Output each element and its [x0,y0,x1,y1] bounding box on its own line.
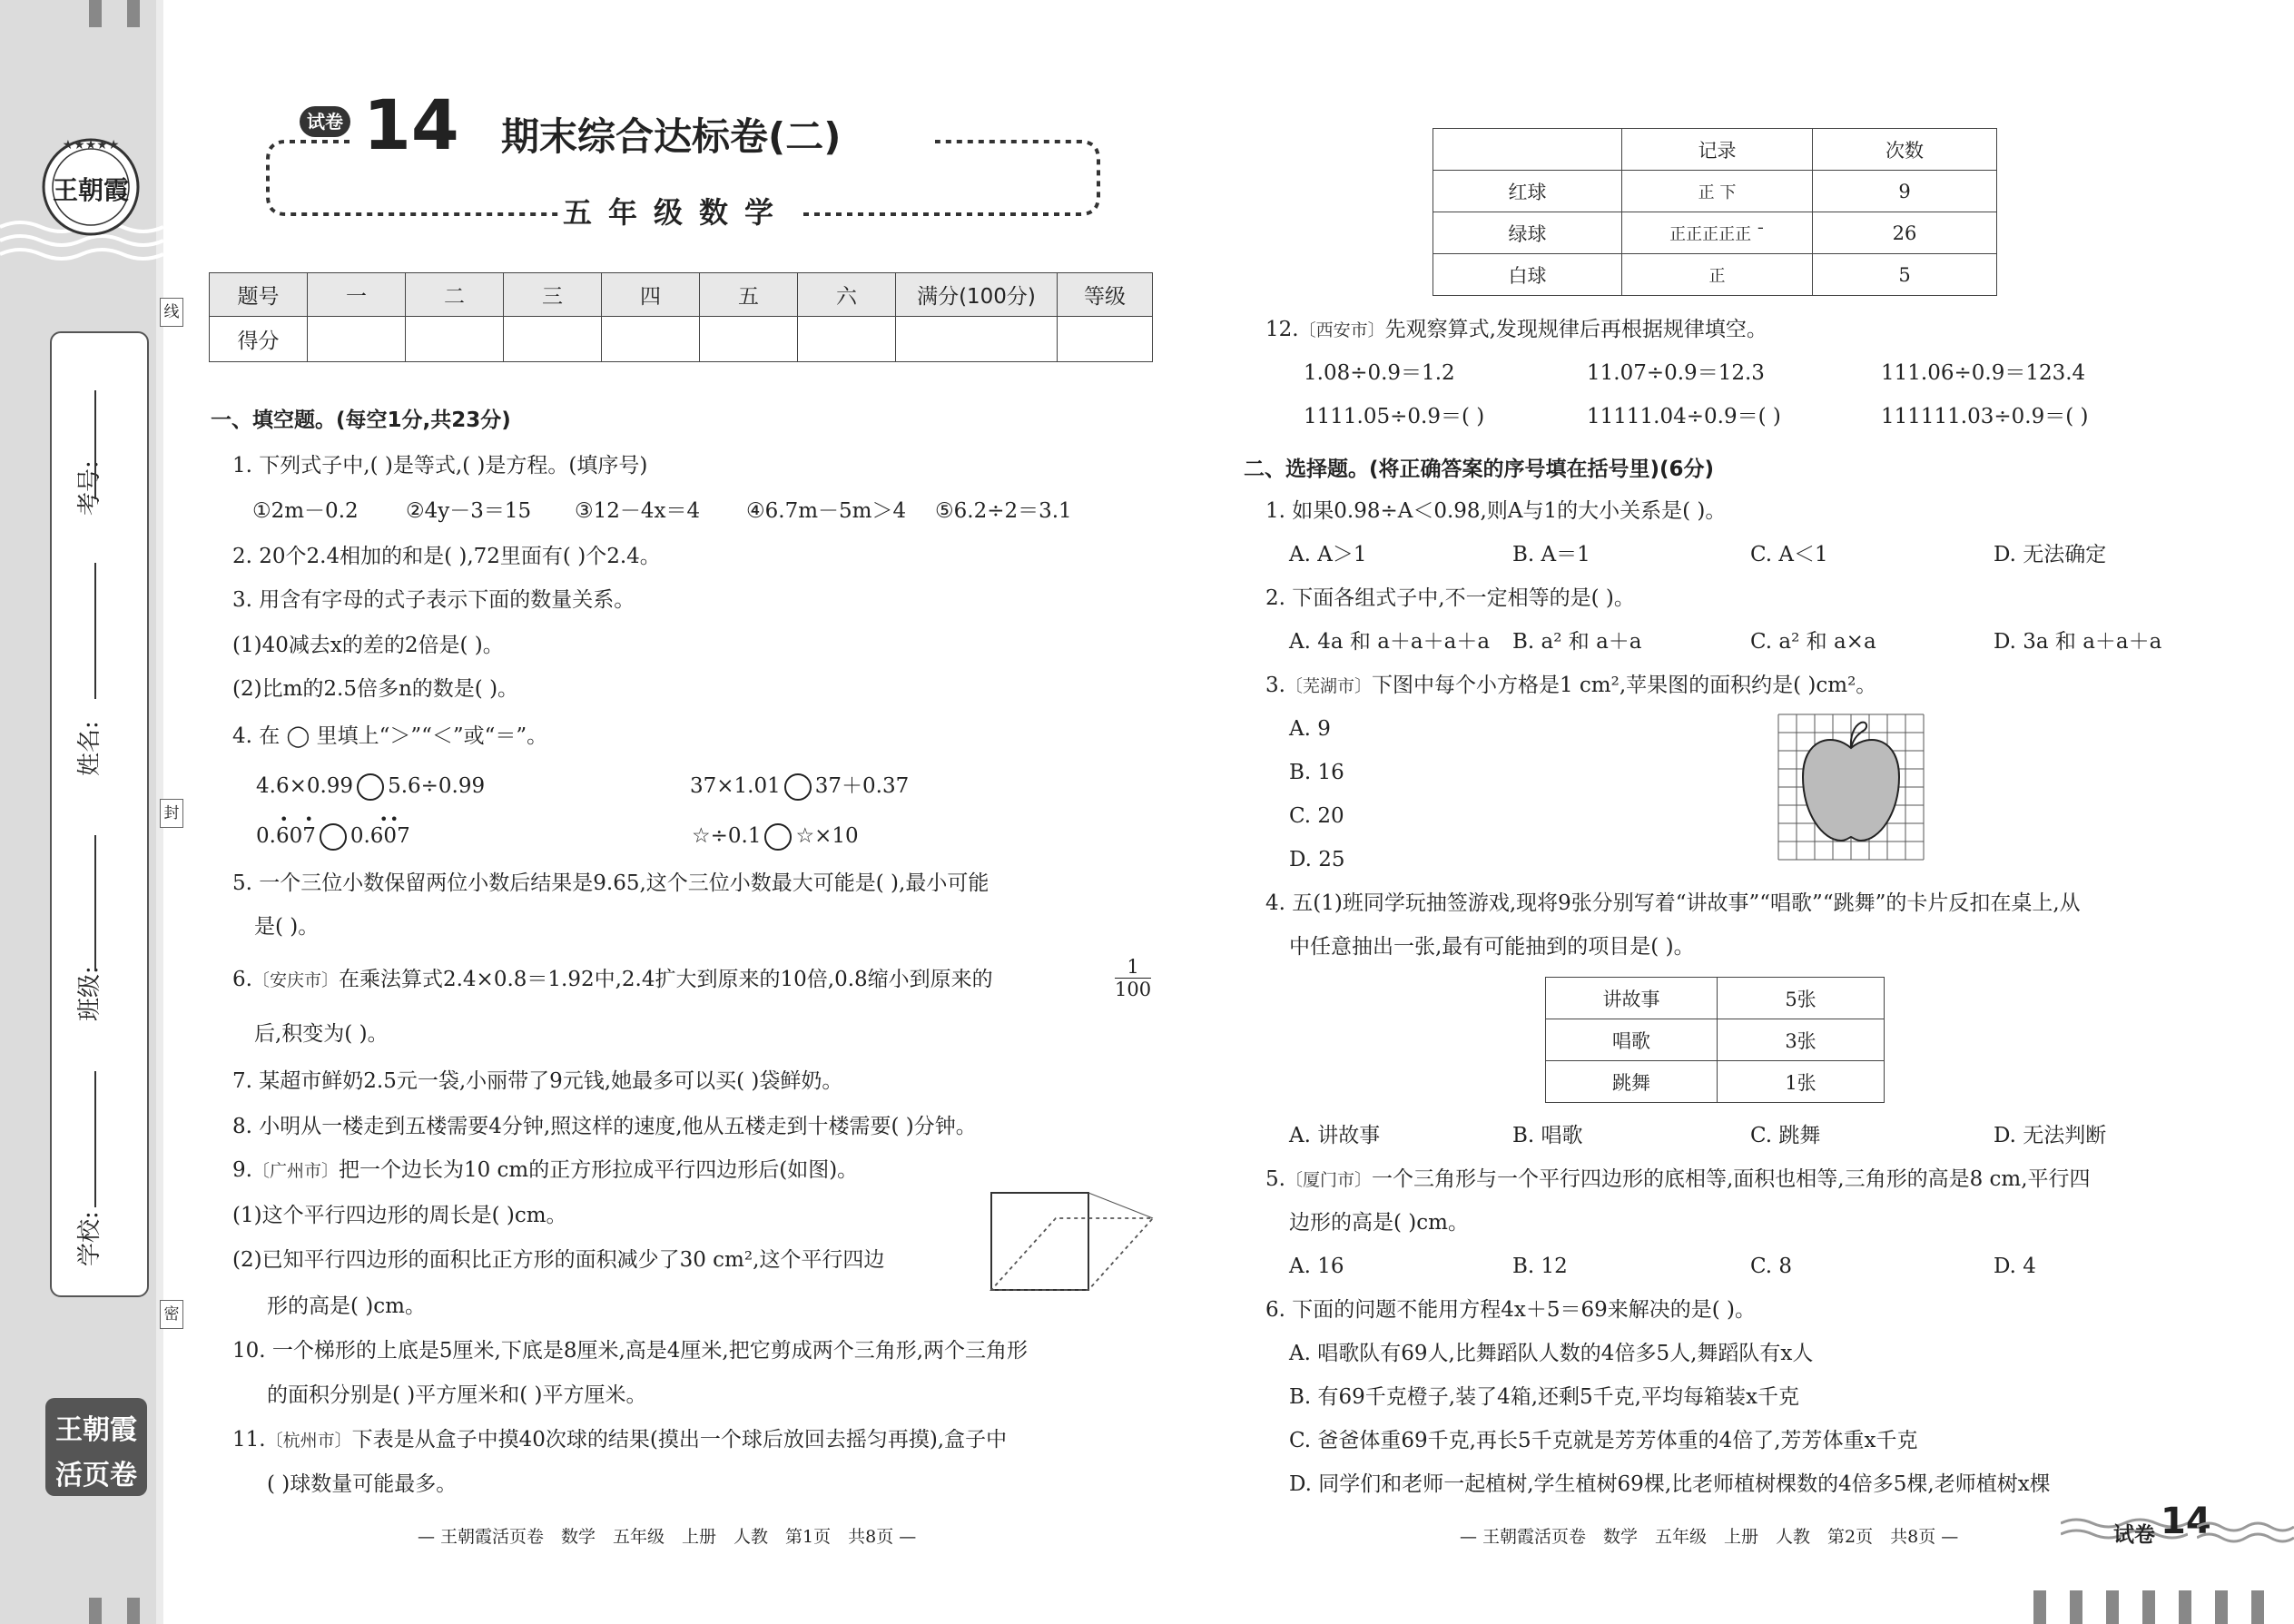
s2-q5-C: C. 8 [1750,1255,1793,1278]
paper-badge: 试卷 [300,106,350,137]
name-label: 姓名: [76,721,103,776]
score-table [209,272,1153,362]
repeat-dots-left: •• [280,811,330,828]
s1-q8: 8. 小明从一楼走到五楼需要4分钟,照这样的速度,他从五楼走到十楼需要( )分钟。 [232,1115,977,1138]
s2-q5-line1: 5.〔厦门市〕一个三角形与一个平行四边形的底相等,面积也相等,三角形的高是8 cm,平行四 [1265,1167,2091,1191]
s2-q5-D: D. 4 [1994,1255,2036,1278]
ball-header-1: 记录 [1622,129,1813,171]
score-cell[interactable] [798,317,896,362]
score-col-2: 二 [406,273,504,317]
s1-q1-opt3: ③12－4x＝4 [575,499,701,523]
s2-q3-C: C. 20 [1289,804,1344,828]
school-label: 学校: [76,1211,103,1266]
q12-city: 〔西安市〕 [1298,320,1385,340]
binding-char-line: 线 [160,298,183,327]
s2-q5-text: 一个三角形与一个平行四边形的底相等,面积也相等,三角形的高是8 cm,平行四 [1371,1167,2091,1191]
s2-q1: 1. 如果0.98÷A＜0.98,则A与1的大小关系是( )。 [1265,499,1727,523]
bottom-bar-1 [89,1598,102,1624]
score-col-3: 三 [504,273,602,317]
s2-q1-B: B. A＝1 [1512,543,1590,566]
s2-q1-C: C. A＜1 [1750,543,1828,566]
ball-red-record: 正 下 [1622,171,1813,212]
s2-q3: 3.〔芜湖市〕下图中每个小方格是1 cm²,苹果图的面积约是( )cm²。 [1265,674,1877,697]
s1-q11-line2: ( )球数量可能最多。 [267,1472,458,1496]
q4-d-left: ☆÷0.1 [692,824,762,848]
s2-q3-text: 下图中每个小方格是1 cm²,苹果图的面积约是( )cm²。 [1371,674,1877,697]
compare-circle[interactable] [784,773,812,801]
page-subtitle: 五年级数学 [563,195,791,230]
ball-header-0 [1433,129,1622,171]
q12-r1-c1: 1.08÷0.9＝1.2 [1304,361,1455,385]
card-dance-label: 跳舞 [1546,1061,1718,1103]
page-title: 期末综合达标卷(二) [501,114,842,159]
q12-r1-c2: 11.07÷0.9＝12.3 [1587,361,1765,385]
q12-header: 12.〔西安市〕先观察算式,发现规律后再根据规律填空。 [1265,318,1767,341]
s2-q6-C: C. 爸爸体重69千克,再长5千克就是芳芳体重的4倍了,芳芳体重x千克 [1289,1429,1918,1452]
score-col-5: 五 [700,273,798,317]
s2-q4-C: C. 跳舞 [1750,1124,1821,1147]
q12-r1-c3: 111.06÷0.9＝123.4 [1881,361,2086,385]
s2-q1-A: A. A＞1 [1289,543,1367,566]
q9-text: 把一个边长为10 cm的正方形拉成平行四边形后(如图)。 [338,1158,859,1182]
score-col-6: 六 [798,273,896,317]
q12-r2-c3: 111111.03÷0.9＝( ) [1881,405,2089,428]
score-cell[interactable] [308,317,406,362]
score-cell[interactable] [1058,317,1153,362]
q6-fraction [1115,956,1151,1000]
s1-q9-1: (1)这个平行四边形的周长是( )cm。 [232,1204,567,1227]
s2-q2-A: A. 4a 和 a＋a＋a＋a [1289,630,1491,654]
q12-text: 先观察算式,发现规律后再根据规律填空。 [1384,318,1767,341]
card-sing-label: 唱歌 [1546,1019,1718,1061]
s1-q4-b [690,773,909,801]
s2-q4-A: A. 讲故事 [1289,1124,1381,1147]
s1-q7: 7. 某超市鲜奶2.5元一袋,小丽带了9元钱,她最多可以买( )袋鲜奶。 [232,1069,843,1093]
s1-q3: 3. 用含有字母的式子表示下面的数量关系。 [232,588,635,612]
brand-seal-text: 王朝霞 [52,175,129,205]
s1-q4-a [256,773,485,801]
s2-q5-B: B. 12 [1512,1255,1568,1278]
bottom-bar-2 [127,1598,140,1624]
score-cell[interactable] [504,317,602,362]
q4-d-right: ☆×10 [795,824,859,848]
score-cell[interactable] [406,317,504,362]
s2-q4-line2: 中任意抽出一张,最有可能抽到的项目是( )。 [1289,935,1695,959]
s2-q2-C: C. a² 和 a×a [1750,630,1876,654]
br-bar-5 [2179,1590,2191,1624]
score-col-full: 满分(100分) [896,273,1058,317]
q6-text: 在乘法算式2.4×0.8＝1.92中,2.4扩大到原来的10倍,0.8缩小到原来的 [338,968,993,991]
s1-q9-2-line1: (2)已知平行四边形的面积比正方形的面积减少了30 cm²,这个平行四边 [232,1248,885,1272]
q4-c-right: 0.607 [350,824,410,848]
binding-char-tight: 密 [160,1300,183,1329]
ball-green-count: 26 [1813,212,1997,254]
footer-badge-number: 14 [2161,1501,2211,1542]
section2-heading: 二、选择题。(将正确答案的序号填在括号里)(6分) [1244,458,1715,481]
card-story-label: 讲故事 [1546,978,1718,1019]
compare-circle[interactable] [764,823,792,851]
ball-red-count: 9 [1813,171,1997,212]
compare-circle[interactable] [357,773,384,801]
footer-wave-right [2197,1516,2294,1552]
s2-q4-B: B. 唱歌 [1512,1124,1583,1147]
score-col-grade: 等级 [1058,273,1153,317]
q12-r2-c2: 11111.04÷0.9＝( ) [1587,405,1781,428]
apple-grid-figure [1777,714,1925,861]
s1-q1-opt4: ④6.7m－5m＞4 [746,499,907,523]
q4-a-left: 4.6×0.99 [256,774,354,798]
s2-q6: 6. 下面的问题不能用方程4x＋5＝69来解决的是( )。 [1265,1298,1757,1322]
exam-number-line[interactable] [94,390,96,499]
repeat-dots-right: •• [379,811,400,828]
ball-white-count: 5 [1813,254,1997,296]
s2-q2-D: D. 3a 和 a＋a＋a [1994,630,2162,654]
card-dance-count: 1张 [1718,1061,1885,1103]
brand-bottom-line1: 王朝霞 [55,1414,137,1446]
s1-q4: 4. 在 ◯ 里填上“＞”“＜”或“＝”。 [232,724,548,748]
q6-frac-num: 1 [1115,956,1151,979]
score-col-4: 四 [602,273,700,317]
brand-bottom-line2: 活页卷 [55,1460,137,1491]
s2-q3-D: D. 25 [1289,848,1345,871]
s2-q3-city: 〔芜湖市〕 [1285,676,1372,696]
q11-text: 下表是从盒子中摸40次球的结果(摸出一个球后放回去摇匀再摸),盒子中 [351,1428,1008,1452]
score-row-label: 得分 [210,317,308,362]
exam-number-label: 考号: [76,460,103,516]
school-line[interactable] [94,1071,96,1207]
s2-q5-A: A. 16 [1289,1255,1344,1278]
s2-q2: 2. 下面各组式子中,不一定相等的是( )。 [1265,586,1635,610]
brand-bottom-badge [45,1398,147,1496]
ball-green-label: 绿球 [1433,212,1622,254]
top-bar-1 [89,0,102,27]
class-label: 班级: [76,966,103,1021]
q6-city: 〔安庆市〕 [251,970,339,990]
br-bar-1 [2033,1590,2046,1624]
square-parallelogram-figure [988,1189,1160,1298]
s1-q6-line2: 后,积变为( )。 [254,1022,389,1046]
s2-q4-D: D. 无法判断 [1994,1124,2107,1147]
footer-badge-label: 试卷 [2113,1523,2155,1547]
q4-c-left: 0.607 [256,824,316,848]
s2-q1-D: D. 无法确定 [1994,543,2107,566]
s2-q5-line2: 边形的高是( )cm。 [1289,1211,1469,1235]
q4-a-right: 5.6÷0.99 [388,774,486,798]
s2-q3-A: A. 9 [1289,717,1331,741]
binding-char-seal: 封 [160,799,183,828]
s2-q3-B: B. 16 [1289,761,1344,784]
score-col-label: 题号 [210,273,308,317]
br-bar-4 [2142,1590,2155,1624]
s1-q5-line2: 是( )。 [254,915,320,939]
s2-q6-A: A. 唱歌队有69人,比舞蹈队人数的4倍多5人,舞蹈队有x人 [1289,1342,1814,1365]
s1-q3-1: (1)40减去x的差的2倍是( )。 [232,634,504,657]
card-story-count: 5张 [1718,978,1885,1019]
footer-right: — 王朝霞活页卷 数学 五年级 上册 人教 第2页 共8页 — [1460,1527,1959,1547]
s1-q10-line1: 10. 一个梯形的上底是5厘米,下底是8厘米,高是4厘米,把它剪成两个三角形,两个三角形 [232,1339,1029,1363]
s2-q6-D: D. 同学们和老师一起植树,学生植树69棵,比老师植树棵数的4倍多5棵,老师植树x棵 [1289,1472,2051,1496]
class-line[interactable] [94,835,96,971]
ball-green-record: 正正正正正 ˉ [1622,212,1813,254]
q4-b-left: 37×1.01 [690,774,781,798]
s1-q1-opt2: ②4y－3＝15 [406,499,532,523]
s1-q2: 2. 20个2.4相加的和是( ),72里面有( )个2.4。 [232,545,661,568]
s1-q3-2: (2)比m的2.5倍多n的数是( )。 [232,677,519,701]
q12-r2-c1: 1111.05÷0.9＝( ) [1304,405,1485,428]
score-cell[interactable] [896,317,1058,362]
score-cell[interactable] [602,317,700,362]
s1-q5-line1: 5. 一个三位小数保留两位小数后结果是9.65,这个三位小数最大可能是( ),最小可能 [232,871,989,895]
paper-number: 14 [363,84,459,165]
card-sing-count: 3张 [1718,1019,1885,1061]
name-line[interactable] [94,563,96,699]
ball-record-table [1433,128,1997,296]
top-bar-2 [127,0,140,27]
ball-white-record: 正 [1622,254,1813,296]
ball-header-2: 次数 [1813,129,1997,171]
section1-heading: 一、填空题。(每空1分,共23分) [211,408,511,432]
ball-white-label: 白球 [1433,254,1622,296]
br-bar-7 [2251,1590,2264,1624]
s1-q4-d [692,823,859,851]
s1-q11-line1: 11.〔杭州市〕下表是从盒子中摸40次球的结果(摸出一个球后放回去摇匀再摸),盒子中 [232,1428,1008,1452]
q9-city: 〔广州市〕 [251,1161,339,1181]
score-col-1: 一 [308,273,406,317]
s1-q6-line1: 6.〔安庆市〕在乘法算式2.4×0.8＝1.92中,2.4扩大到原来的10倍,0.8缩小到原来的 [232,968,993,991]
s2-q6-B: B. 有69千克橙子,装了4箱,还剩5千克,平均每箱装x千克 [1289,1385,1799,1409]
s2-q2-B: B. a² 和 a＋a [1512,630,1642,654]
s2-q5-city: 〔厦门市〕 [1285,1170,1372,1190]
q4-b-right: 37＋0.37 [814,774,910,798]
br-bar-3 [2106,1590,2119,1624]
s1-q1: 1. 下列式子中,( )是等式,( )是方程。(填序号) [232,454,648,477]
svg-text:★★★★★: ★★★★★ [62,138,120,153]
s1-q1-opt1: ①2m－0.2 [252,499,359,523]
s1-q9-2-line2: 形的高是( )cm。 [267,1294,426,1318]
q11-city: 〔杭州市〕 [265,1431,352,1451]
s1-q9: 9.〔广州市〕把一个边长为10 cm的正方形拉成平行四边形后(如图)。 [232,1158,859,1182]
ball-red-label: 红球 [1433,171,1622,212]
s2-q4-line1: 4. 五(1)班同学玩抽签游戏,现将9张分别写着“讲故事”“唱歌”“跳舞”的卡片反扣在桌上,从 [1265,891,2081,915]
br-bar-2 [2070,1590,2082,1624]
score-cell[interactable] [700,317,798,362]
card-table [1545,977,1885,1103]
br-bar-6 [2215,1590,2228,1624]
s1-q10-line2: 的面积分别是( )平方厘米和( )平方厘米。 [267,1383,647,1407]
footer-left: — 王朝霞活页卷 数学 五年级 上册 人教 第1页 共8页 — [418,1527,917,1547]
brand-seal-logo [40,136,142,238]
s1-q1-opt5: ⑤6.2÷2＝3.1 [935,499,1072,523]
q6-frac-den: 100 [1115,979,1152,1000]
